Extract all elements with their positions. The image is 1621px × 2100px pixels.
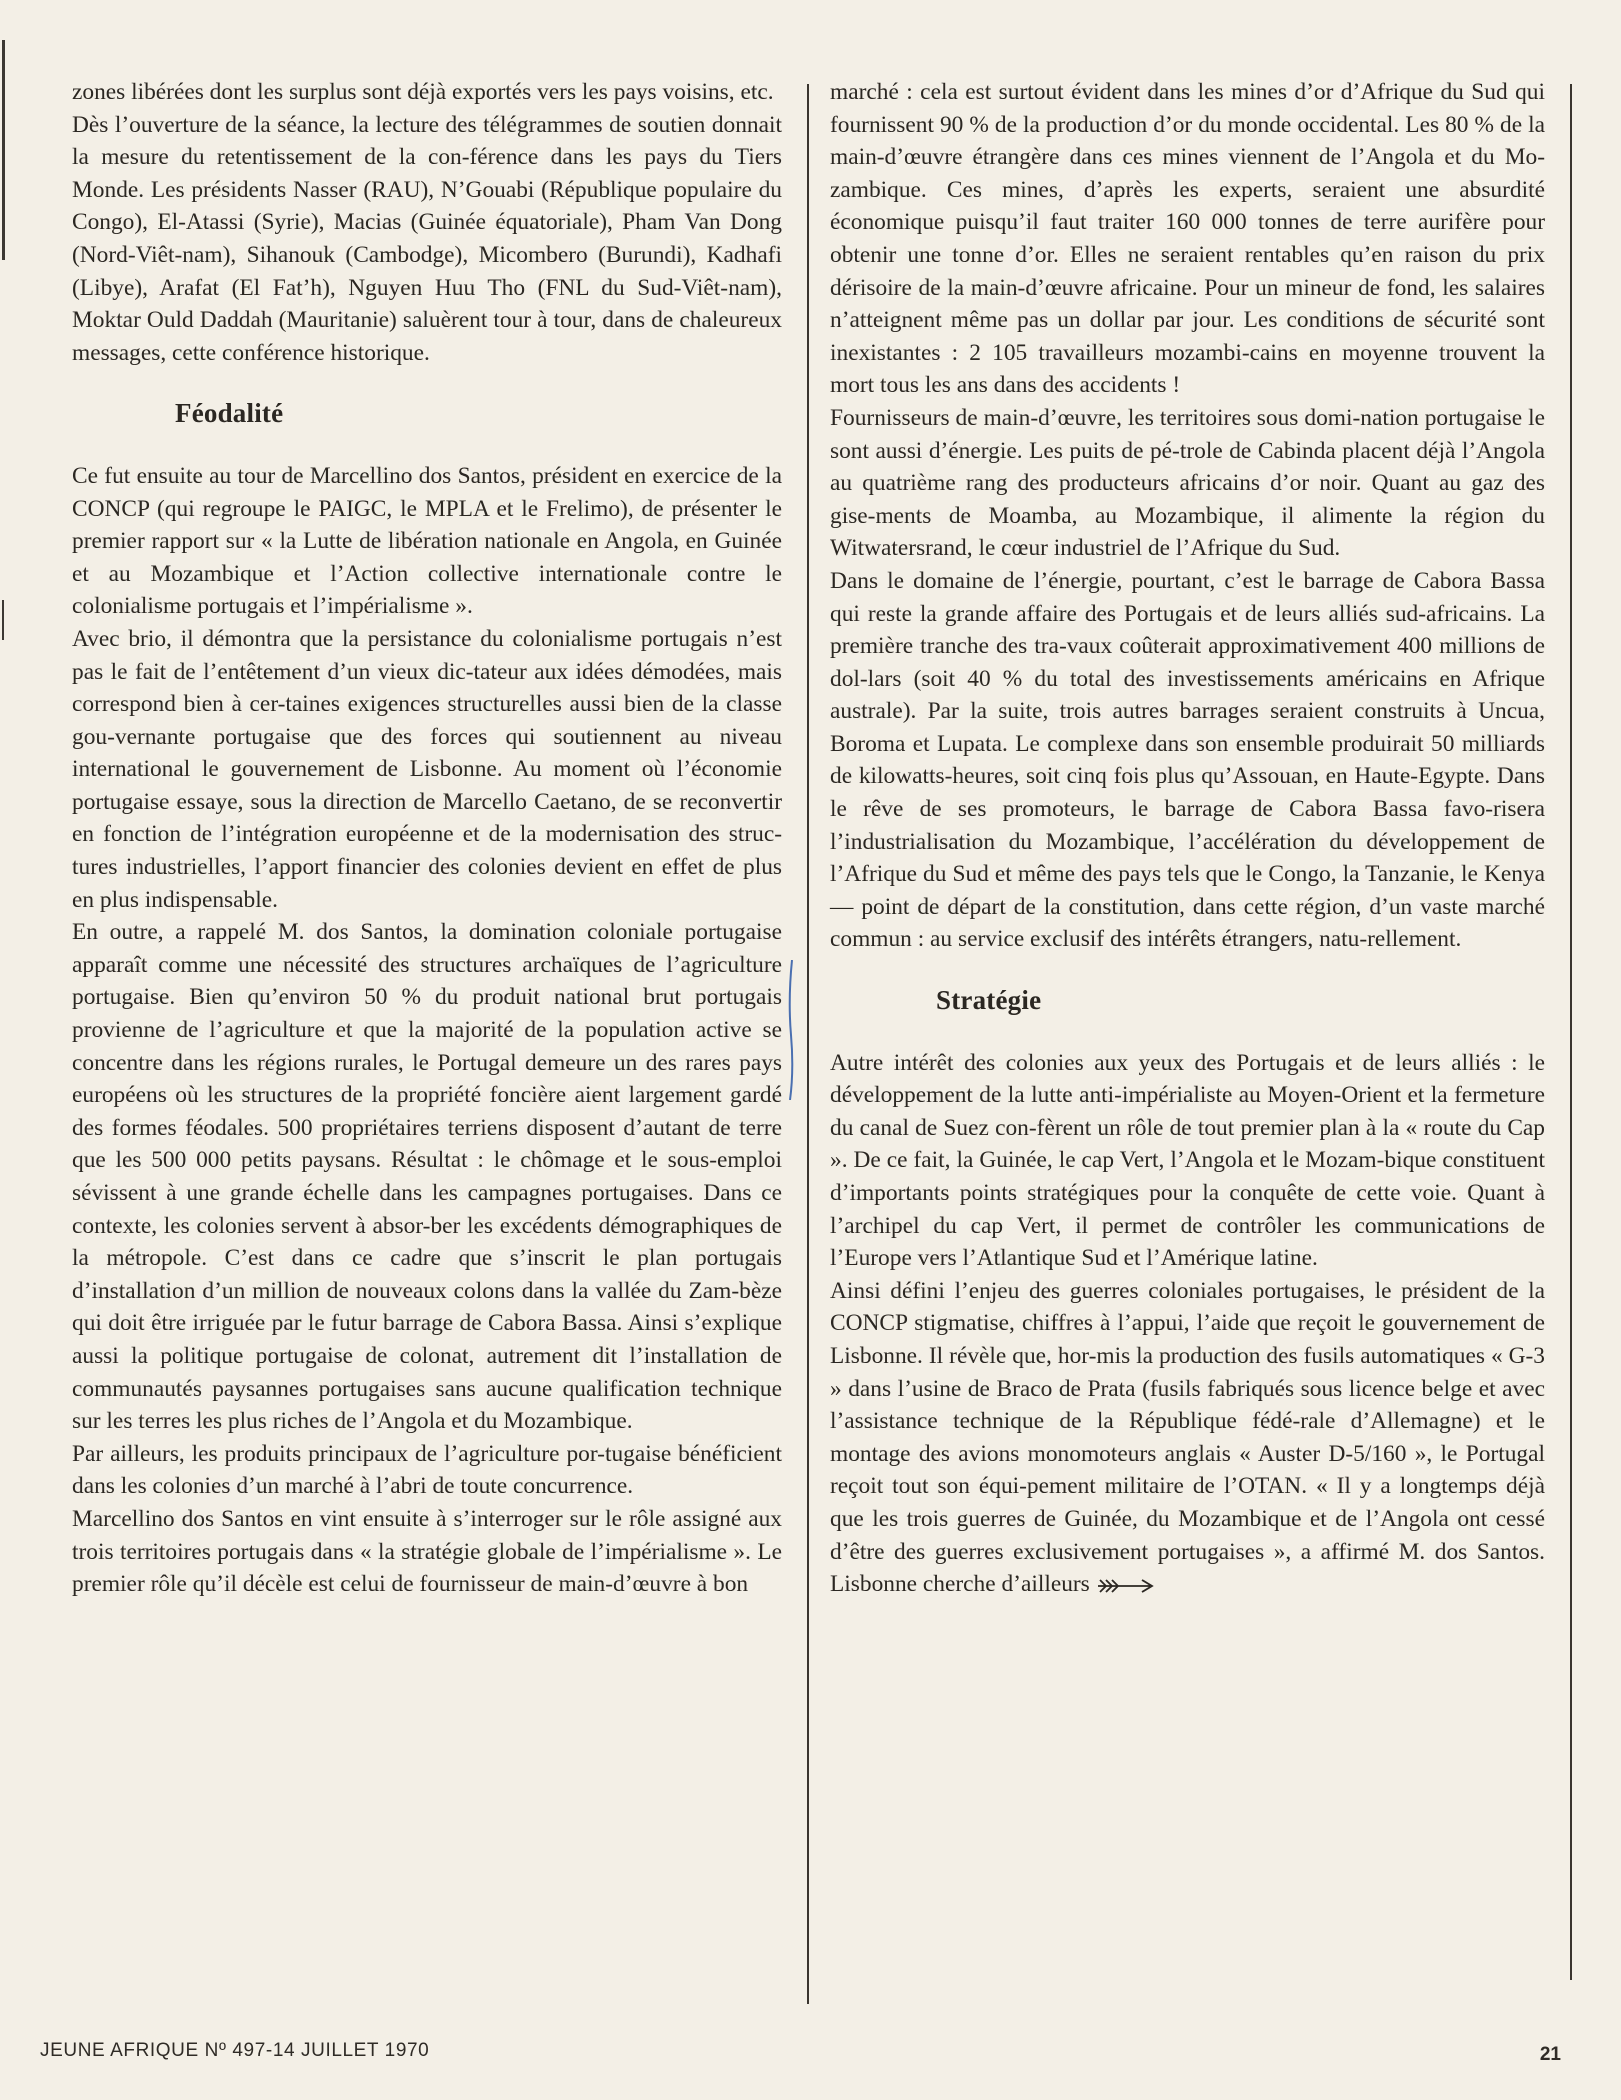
paragraph: En outre, a rappelé M. dos Santos, la domination coloniale portugaise apparaît comme une nécessité des structures archaïques de l’agriculture portugaise. Bien qu’environ 50 % du produit national brut portugais provienne de l’agriculture et que la majorité de la population active se concentre dans les régions rurales, le Portugal demeure un des rares pays européens où les structures de la propriété foncière aient largement gardé des formes féodales. 500 propriétaires terriens disposent d’autant de terre que les 500 000 petits paysans. Résultat : le chômage et le sous-emploi sévissent à une grande échelle dans les campagnes portugaises. Dans ce contexte, les colonies servent à absor-ber les excédents démographiques de la métropole. C’est dans ce cadre que s’inscrit le plan portugais d’installation d’un million de nouveaux colons dans la vallée du Zam-bèze qui doit être irriguée par le futur barrage de Cabora Bassa. Ainsi s’explique aussi la politique portugaise de colonat, autrement dit l’installation de communautés paysannes portugaises sans aucune qualification technique sur les terres les plus riches de l’Angola et du Mozambique. (72, 919, 782, 1435)
paragraph (830, 1275, 1545, 1601)
paragraph-text: Ainsi défini l’enjeu des guerres coloniales portugaises, le président de la CONCP stigmatise, chiffres à l’appui, l’aide que reçoit le gouvernement de Lisbonne. Il révèle que, hor-mis la production des fusils automatiques « G-3 » dans l’usine de Braco de Prata (fusils fabriqués sous licence belge et avec l’assistance technique de la République fédé-rale d’Allemagne) et le montage des avions monomoteurs anglais « Auster D-5/160 », le Portugal reçoit tout son équi-pement militaire de l’OTAN. « Il y a longtemps déjà que les trois guerres de Guinée, du Mozambique et de l’Angola ont cessé d’être des guerres exclusivement portugaises », a affirmé M. dos Santos. Lisbonne cherche d’ailleurs (830, 1277, 1545, 1598)
section-heading: Féodalité (175, 398, 284, 429)
margin-pen-mark (786, 960, 796, 1100)
section-heading: Stratégie (936, 985, 1042, 1016)
paragraph: Ce fut ensuite au tour de Marcellino dos Santos, président en exercice de la CONCP (qui regroupe le PAIGC, le MPLA et le Frelimo), de présenter le premier rapport sur « la Lutte de libération nationale en Angola, en Guinée et au Mozambique et l’Action collective internationale contre le colonialisme portugais et l’impérialisme ». (72, 462, 782, 620)
continued-arrow-icon (1096, 1578, 1154, 1594)
binding-edge-mark (2, 600, 4, 640)
paragraph: Autre intérêt des colonies aux yeux des Portugais et de leurs alliés : le développement de la lutte anti-impérialiste au Moyen-Orient et la fermeture du canal de Suez con-fèrent un rôle de tout premier plan à la « route du Cap ». De ce fait, la Guinée, le cap Vert, l’Angola et le Mozam-bique constituent d’importants points stratégiques pour la conquête de cette voie. Quant à l’archipel du cap Vert, il permet de contrôler les communications de l’Europe vers l’Atlantique Sud et l’Amérique latine. (830, 1049, 1545, 1272)
paragraph: zones libérées dont les surplus sont déjà exportés vers les pays voisins, etc. (72, 79, 774, 105)
paragraph: Dès l’ouverture de la séance, la lecture des télégrammes de soutien donnait la mesure du retentissement de la con-férence dans les pays du Tiers Monde. Les présidents Nasser (RAU), N’Gouabi (République populaire du Congo), El-Atassi (Syrie), Macias (Guinée équatoriale), Pham Van Dong (Nord-Viêt-nam), Sihanouk (Cambodge), Micombero (Burundi), Kadhafi (Libye), Arafat (El Fat’h), Nguyen Huu Tho (FNL du Sud-Viêt-nam), Moktar Ould Daddah (Mauritanie) saluèrent tour à tour, dans de chaleureux messages, cette conférence historique. (72, 111, 782, 366)
right-border-rule (1570, 84, 1572, 1980)
left-column (72, 76, 782, 1601)
right-column (830, 76, 1545, 1601)
paragraph: Dans le domaine de l’énergie, pourtant, c’est le barrage de Cabora Bassa qui reste la grande affaire des Portugais et de leurs alliés sud-africains. La première tranche des tra-vaux coûterait approximativement 400 millions de dol-lars (soit 40 % du total des investissements américains en Afrique australe). Par la suite, trois autres barrages seraient construits à Uncua, Boroma et Lupata. Le complexe dans son ensemble produirait 50 milliards de kilowatts-heures, soit cinq fois plus qu’Assouan, en Haute-Egypte. Dans le rêve de ses promoteurs, le barrage de Cabora Bassa favo-risera l’industrialisation du Mozambique, l’accélération du développement de l’Afrique du Sud et même des pays tels que le Congo, la Tanzanie, le Kenya — point de départ de la constitution, dans cette région, d’un vaste marché commun : au service exclusif des intérêts étrangers, natu-rellement. (830, 567, 1545, 953)
paragraph: Marcellino dos Santos en vint ensuite à s’interroger sur le rôle assigné aux trois territoires portugais dans « la stratégie globale de l’impérialisme ». Le premier rôle qu’il décèle est celui de fournisseur de main-d’œuvre à bon (72, 1505, 782, 1598)
paragraph: marché : cela est surtout évident dans les mines d’or d’Afrique du Sud qui fournissent 90 % de la production d’or du monde occidental. Les 80 % de la main-d’œuvre étrangère dans ces mines viennent de l’Angola et du Mo-zambique. Ces mines, d’après les experts, seraient une absurdité économique puisqu’il faut traiter 160 000 tonnes de terre aurifère pour obtenir une tonne d’or. Elles ne seraient rentables qu’en raison du prix dérisoire de la main-d’œuvre africaine. Pour un mineur de fond, les salaires n’atteignent même pas un dollar par jour. Les conditions de sécurité sont inexistantes : 2 105 travailleurs mozambi-cains en moyenne trouvent la mort tous les ans dans des accidents ! (830, 79, 1545, 399)
binding-edge-mark (2, 40, 5, 260)
paragraph: Fournisseurs de main-d’œuvre, les territoires sous domi-nation portugaise le sont aussi d’énergie. Les puits de pé-trole de Cabinda placent déjà l’Angola au quatrième rang des producteurs africains d’or noir. Quant au gaz des gise-ments de Moamba, au Mozambique, il alimente la région du Witwatersrand, le cœur industriel de l’Afrique du Sud. (830, 404, 1545, 562)
publication-line: JEUNE AFRIQUE Nº 497-14 JUILLET 1970 (40, 2040, 430, 2061)
column-divider (807, 84, 809, 2004)
page-number: 21 (1539, 2044, 1561, 2065)
paragraph: Par ailleurs, les produits principaux de l’agriculture por-tugaise bénéficient dans les colonies d’un marché à l’abri de toute concurrence. (72, 1440, 782, 1500)
paragraph: Avec brio, il démontra que la persistance du colonialisme portugais n’est pas le fait de l’entêtement d’un vieux dic-tateur aux idées démodées, mais correspond bien à cer-taines exigences structurelles aussi bien de la classe gou-vernante portugaise que des forces qui soutiennent au niveau international le gouvernement de Lisbonne. Au moment où l’économie portugaise essaye, sous la direction de Marcello Caetano, de se reconvertir en fonction de l’intégration européenne et de la modernisation des struc-tures industrielles, l’apport financier des colonies devient en effet de plus en plus indispensable. (72, 625, 782, 913)
